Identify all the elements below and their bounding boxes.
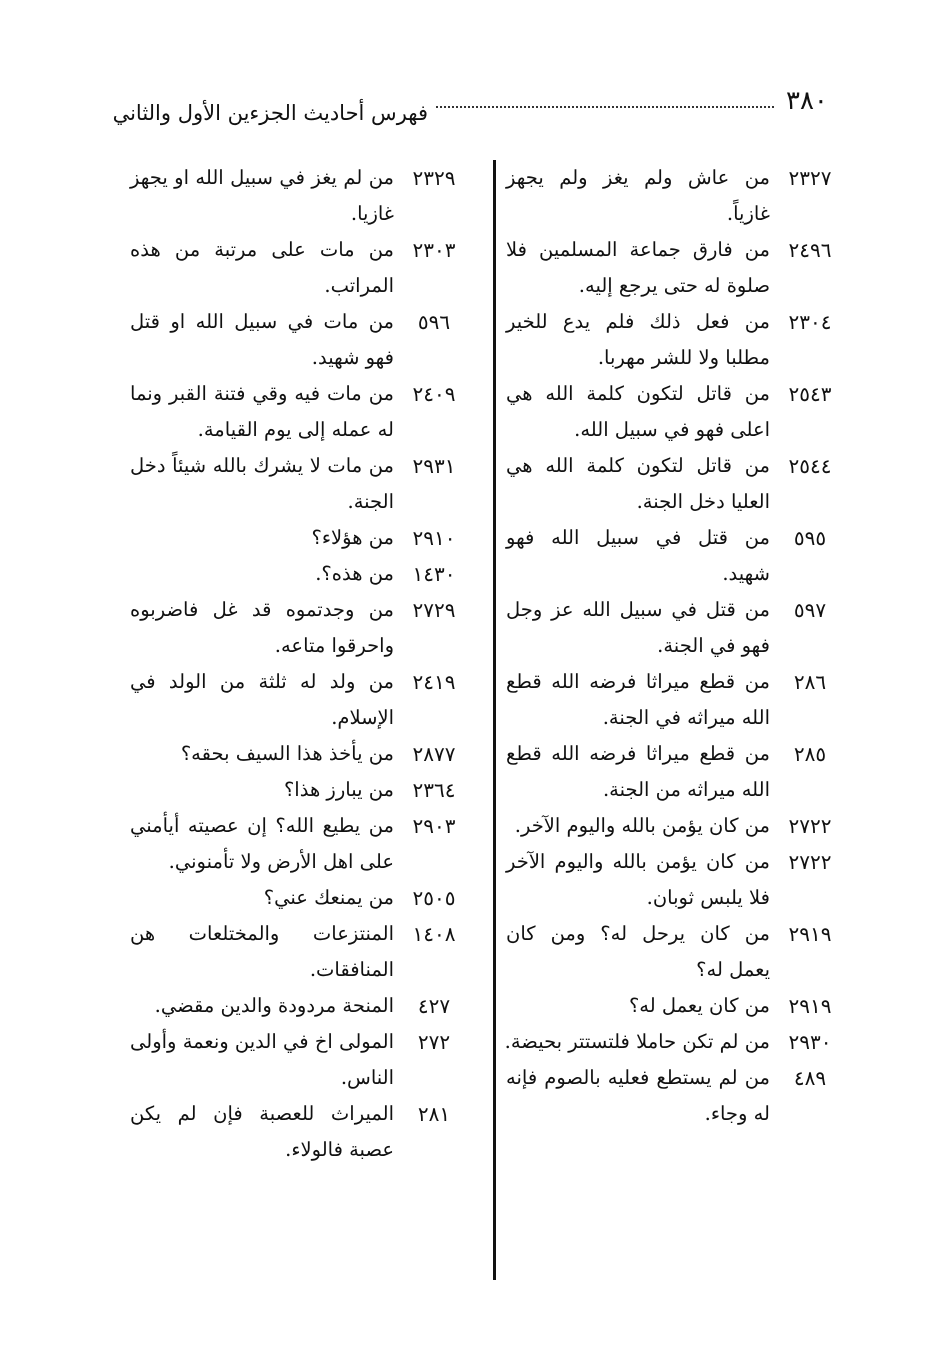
- hadith-number: ٢٩١٠: [412, 526, 456, 550]
- hadith-number: ٢٤٠٩: [412, 382, 456, 406]
- index-entry: [506, 1024, 850, 1060]
- index-entry: [506, 592, 850, 664]
- index-entry: [130, 916, 474, 988]
- hadith-text: من قاتل لتكون كلمة الله هي العليا دخل الجنة.: [506, 454, 770, 513]
- hadith-number: ٢٩٠٣: [412, 814, 456, 838]
- hadith-text: من يأخذ هذا السيف بحقه؟: [180, 742, 394, 765]
- hadith-number: ٢٨٧٧: [412, 742, 456, 766]
- hadith-number: ٢٥٤٣: [788, 382, 832, 406]
- hadith-text: من هذه؟.: [315, 562, 394, 585]
- index-entry: [130, 736, 474, 772]
- index-entry: [506, 808, 850, 844]
- hadith-text: الميراث للعصبة فإن لم يكن عصبة فالولاء.: [130, 1102, 394, 1161]
- hadith-number: ٢٩٣١: [412, 454, 456, 478]
- page-number: ٣٨٠: [786, 86, 828, 116]
- hadith-number: ٢٤١٩: [412, 670, 456, 694]
- hadith-text: من كان يعمل له؟: [628, 994, 770, 1017]
- index-entry: [506, 1060, 850, 1132]
- hadith-text: من لم تكن حاملا فلتستتر بحيضة.: [504, 1030, 770, 1053]
- index-entry: [130, 664, 474, 736]
- index-entry: [506, 916, 850, 988]
- hadith-number: ٢٩١٩: [788, 922, 832, 946]
- hadith-text: من عاش ولم يغز ولم يجهز غازياً.: [506, 166, 770, 225]
- index-entry: [130, 1096, 474, 1168]
- hadith-number: ٢٧٢: [417, 1030, 451, 1054]
- hadith-text: من فارق جماعة المسلمين فلا صلوة له حتى يرجع إليه.: [506, 238, 770, 297]
- index-entry: [506, 448, 850, 520]
- hadith-text: من لم يستطع فعليه بالصوم فإنه له وجاء.: [506, 1066, 770, 1125]
- hadith-number: ٢٧٢٩: [412, 598, 456, 622]
- hadith-number: ٢٨١: [417, 1102, 451, 1126]
- index-entry: [130, 448, 474, 520]
- hadith-number: ٢٣٢٩: [412, 166, 456, 190]
- hadith-text: من وجدتموه قد غل فاضربوه واحرقوا متاعه.: [130, 598, 394, 657]
- hadith-text: من ولد له ثلثة من الولد في الإسلام.: [130, 670, 394, 729]
- hadith-number: ٤٨٩: [793, 1066, 827, 1090]
- running-title: فهرس أحاديث الجزءين الأول والثاني: [112, 101, 428, 125]
- hadith-text: من قطع ميراثا فرضه الله قطع الله ميراثه في الجنة.: [506, 670, 770, 729]
- index-entry: [130, 556, 474, 592]
- index-entry: [130, 232, 474, 304]
- hadith-text: من لم يغز في سبيل الله او يجهز غازيا.: [130, 166, 394, 225]
- hadith-text: من يطيع الله؟ إن عصيته أيأمني على اهل الأرض ولا تأمنوني.: [130, 814, 394, 873]
- hadith-number: ٢٥٤٤: [788, 454, 832, 478]
- index-entry: [506, 304, 850, 376]
- index-entry: [506, 232, 850, 304]
- column-divider: [493, 160, 496, 1280]
- index-entry: [130, 520, 474, 556]
- hadith-text: من كان يؤمن بالله واليوم الآخر.: [514, 814, 770, 837]
- index-entry: [506, 664, 850, 736]
- index-entry: [130, 304, 474, 376]
- index-entry: [130, 988, 474, 1024]
- index-entry: [130, 592, 474, 664]
- index-entry: [506, 844, 850, 916]
- hadith-text: من يمنعك عني؟: [263, 886, 394, 909]
- hadith-number: ٤٢٧: [417, 994, 451, 1018]
- index-entry: [506, 160, 850, 232]
- hadith-text: من كان يؤمن بالله واليوم الآخر فلا يلبس ثوبان.: [506, 850, 770, 909]
- hadith-text: من مات فيه وقي فتنة القبر ونما له عمله إلى يوم القيامة.: [130, 382, 394, 441]
- index-entry: [130, 808, 474, 880]
- hadith-number: ١٤٠٨: [412, 922, 456, 946]
- hadith-text: من كان يرحل له؟ ومن كان يعمل له؟: [506, 922, 770, 981]
- hadith-text: من قتل في سبيل الله فهو شهيد.: [506, 526, 770, 585]
- hadith-number: ٢٩٣٠: [788, 1030, 832, 1054]
- hadith-number: ٢٣٠٣: [412, 238, 456, 262]
- hadith-number: ١٤٣٠: [412, 562, 456, 586]
- hadith-text: من يبارز هذا؟: [283, 778, 394, 801]
- hadith-text: من مات في سبيل الله او قتل فهو شهيد.: [130, 310, 394, 369]
- hadith-number: ٢٥٠٥: [412, 886, 456, 910]
- index-entry: [506, 988, 850, 1024]
- hadith-text: من مات لا يشرك بالله شيئاً دخل الجنة.: [130, 454, 394, 513]
- index-entry: [506, 376, 850, 448]
- hadith-text: المنحة مردودة والدين مقضي.: [154, 994, 394, 1017]
- hadith-number: ٢٤٩٦: [788, 238, 832, 262]
- hadith-number: ٥٩٦: [417, 310, 451, 334]
- hadith-number: ٢٧٢٢: [788, 850, 832, 874]
- header-dotted-rule: [436, 106, 774, 108]
- hadith-number: ٢٣٢٧: [788, 166, 832, 190]
- right-column: [506, 160, 850, 1132]
- index-entry: [130, 160, 474, 232]
- hadith-number: ٢٣٠٤: [788, 310, 832, 334]
- hadith-number: ٥٩٧: [793, 598, 827, 622]
- hadith-text: من قاتل لتكون كلمة الله هي اعلى فهو في سبيل الله.: [506, 382, 770, 441]
- hadith-number: ٢٧٢٢: [788, 814, 832, 838]
- index-entry: [130, 1024, 474, 1096]
- hadith-number: ٢٣٦٤: [412, 778, 456, 802]
- hadith-text: من مات على مرتبة من هذه المراتب.: [130, 238, 394, 297]
- hadith-text: من فعل ذلك فلم يدع للخير مطلبا ولا للشر مهربا.: [506, 310, 770, 369]
- hadith-text: المولى اخ في الدين ونعمة وأولى الناس.: [130, 1030, 394, 1089]
- hadith-text: المنتزعات والمختلعات هن المنافقات.: [130, 922, 394, 981]
- left-column: [130, 160, 474, 1168]
- hadith-text: من قطع ميراثا فرضه الله قطع الله ميراثه من الجنة.: [506, 742, 770, 801]
- index-entry: [506, 736, 850, 808]
- hadith-number: ٢٨٦: [793, 670, 827, 694]
- index-entry: [506, 520, 850, 592]
- hadith-number: ٥٩٥: [793, 526, 827, 550]
- index-entry: [130, 772, 474, 808]
- hadith-number: ٢٨٥: [793, 742, 827, 766]
- index-entry: [130, 376, 474, 448]
- hadith-number: ٢٩١٩: [788, 994, 832, 1018]
- hadith-text: من هؤلاء؟: [311, 526, 394, 549]
- index-entry: [130, 880, 474, 916]
- hadith-text: من قتل في سبيل الله عز وجل فهو في الجنة.: [506, 598, 770, 657]
